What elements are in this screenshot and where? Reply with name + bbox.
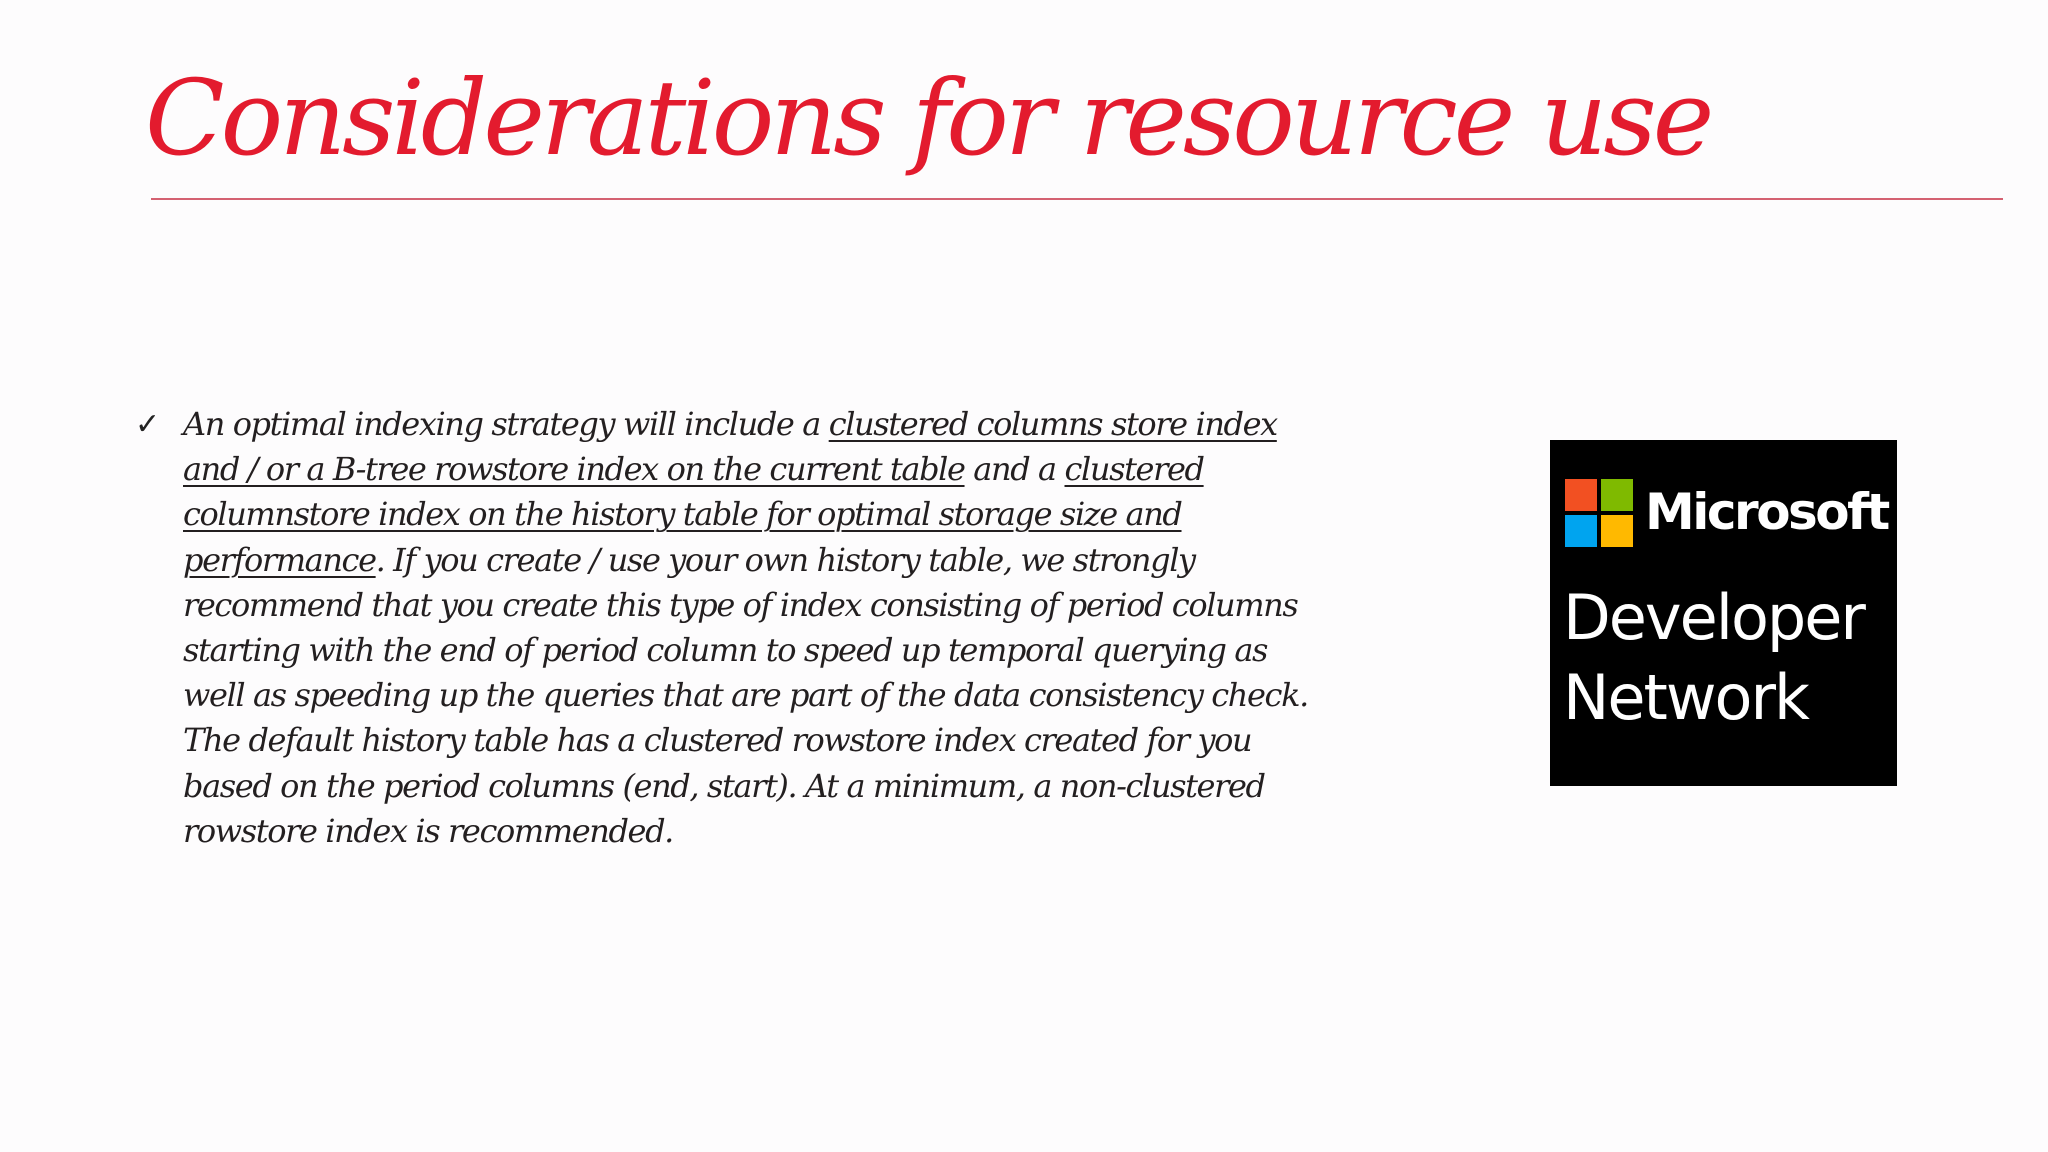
logo-square-red: [1565, 479, 1597, 511]
text-line: [183, 402, 1513, 447]
text-segment: An optimal indexing strategy will include a: [183, 405, 829, 443]
text-line: [183, 492, 1513, 537]
logo-square-yellow: [1601, 515, 1633, 547]
text-line: [183, 764, 1513, 809]
text-segment: well as speeding up the queries that are part of the data consistency check.: [183, 676, 1308, 715]
text-line: [183, 809, 1513, 854]
logo-square-blue: [1565, 515, 1597, 547]
text-line: [183, 583, 1513, 628]
underlined-text: clustered: [1064, 450, 1204, 489]
text-segment: recommend that you create this type of index consisting of period columns: [183, 585, 1298, 624]
underlined-text: clustered columns store index: [828, 405, 1277, 443]
underlined-text: columnstore index on the history table for optimal storage size and: [183, 495, 1182, 534]
microsoft-developer-network-logo: [1550, 440, 1897, 786]
text-segment: and a: [964, 450, 1065, 489]
text-segment: rowstore index is recommended.: [183, 811, 673, 850]
text-line: [183, 628, 1513, 673]
bullet-text: [183, 402, 1513, 854]
title-divider: [151, 198, 2003, 200]
logo-line-developer: Developer: [1563, 581, 1864, 654]
text-segment: . If you create / use your own history table, we strongly: [375, 540, 1195, 579]
logo-brand-text: Microsoft: [1645, 483, 1888, 541]
text-line: [183, 673, 1513, 718]
microsoft-windows-icon: [1565, 479, 1633, 547]
text-line: [183, 718, 1513, 763]
logo-line-network: Network: [1563, 661, 1808, 734]
underlined-text: and / or a B-tree rowstore index on the current table: [183, 450, 965, 489]
text-line: [183, 538, 1513, 583]
text-segment: starting with the end of period column to speed up temporal querying as: [183, 631, 1268, 670]
text-segment: The default history table has a clustered rowstore index created for you: [183, 721, 1252, 760]
underlined-text: performance: [183, 540, 376, 579]
checkmark-icon: ✓: [135, 407, 161, 442]
logo-square-green: [1601, 479, 1633, 511]
text-line: [183, 447, 1513, 492]
text-segment: based on the period columns (end, start). At a minimum, a non-clustered: [183, 766, 1265, 805]
slide-title: Considerations for resource use: [145, 57, 1711, 179]
